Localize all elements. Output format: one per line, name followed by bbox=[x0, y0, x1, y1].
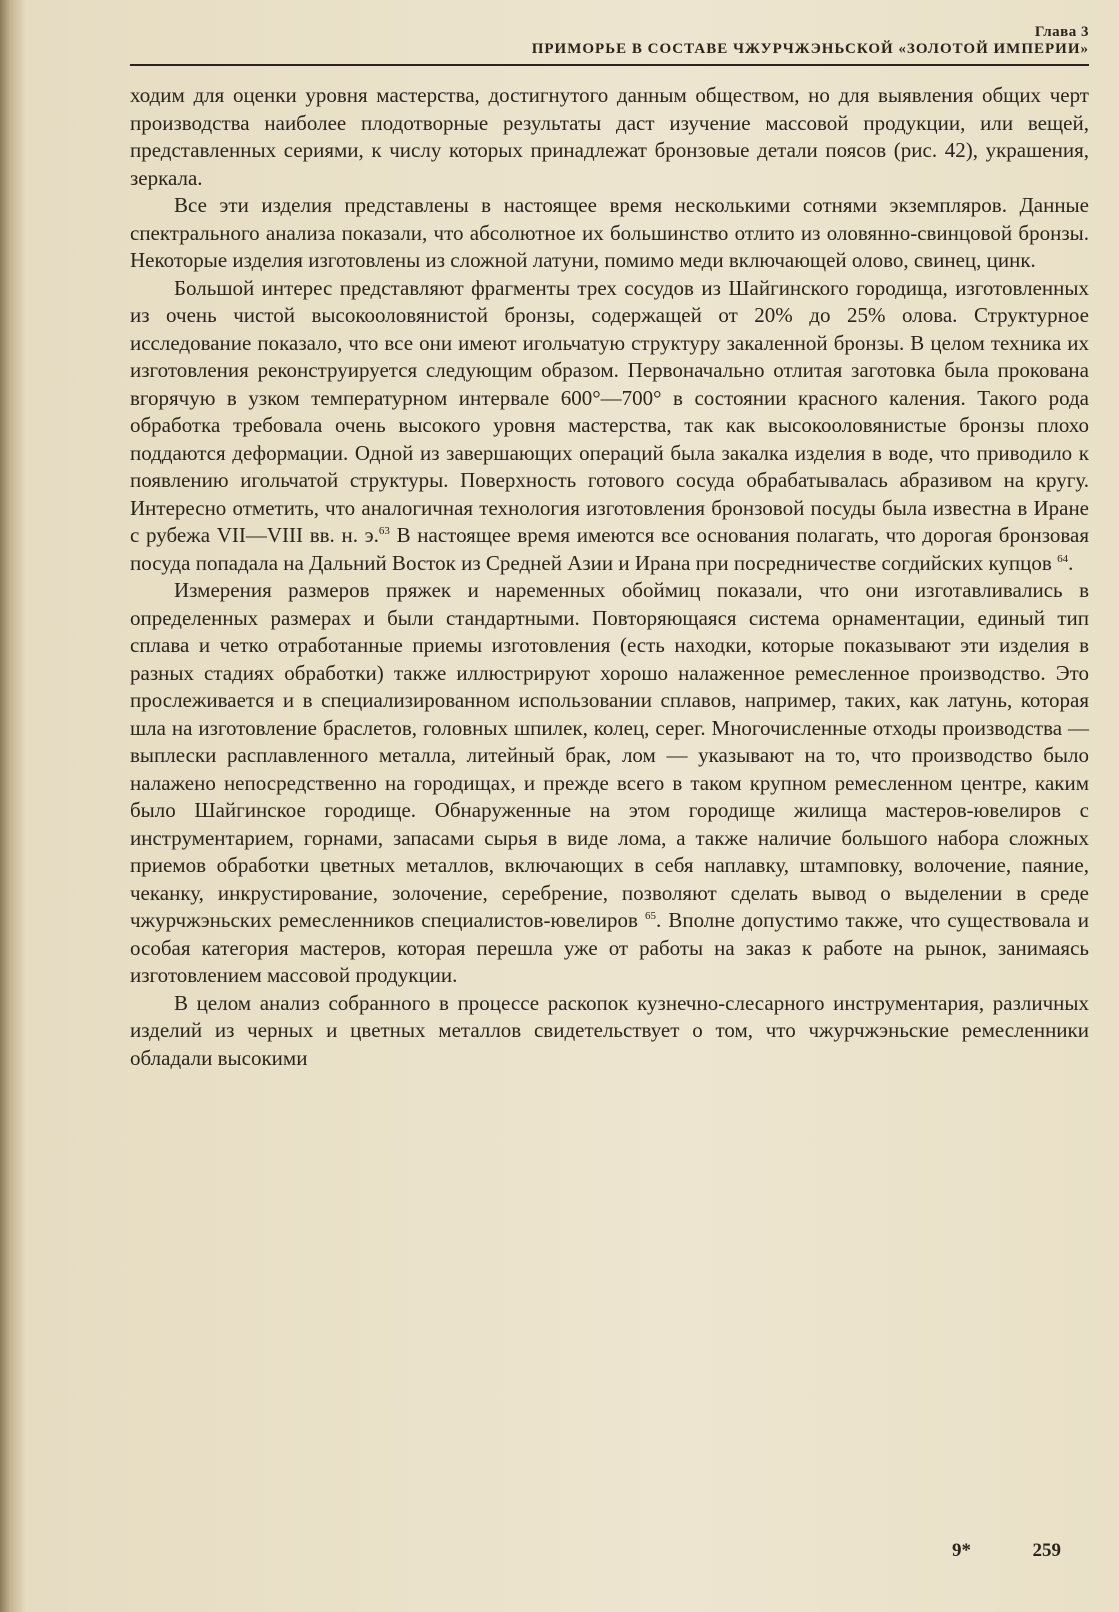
footnote-marker: 63 bbox=[378, 525, 390, 537]
paragraph bbox=[130, 577, 1089, 990]
running-title: ПРИМОРЬЕ В СОСТАВЕ ЧЖУРЧЖЭНЬСКОЙ «ЗОЛОТОЙ ИМПЕРИИ» bbox=[531, 41, 1089, 57]
paragraph-text: Измерения размеров пряжек и наременных обоймиц показали, что они изготавливались в определенных размерах и были стандартными. Повторяющаяся система орнаментации, единый тип сплава и четко отработанные приемы изготовления (есть находки, которые показывают эти изделия в разных стадиях обработки) также иллюстрируют хорошо налаженное ремесленное производство. Это прослеживается и в специализированном использовании сплавов, например, таких, как латунь, которая шла на изготовление браслетов, головных шпилек, колец, серег. Многочисленные отходы производства — выплески расплавленного металла, литейный брак, лом — указывают на то, что производство было налажено непосредственно на городищах, и прежде всего в таком крупном ремесленном центре, каким было Шайгинское городище. Обнаруженные на этом городище жилища мастеров-ювелиров с инструментарием, горнами, запасами сырья в виде лома, а также наличие большого набора сложных приемов обработки цветных металлов, включающих в себя наплавку, штамповку, волочение, паяние, чеканку, инкрустирование, золочение, серебрение, позволяют сделать вывод о выделении в среде чжурчжэньских ремесленников специалистов-ювелиров bbox=[130, 578, 1089, 932]
paragraph: Все эти изделия представлены в настоящее время несколькими сотнями экземпляров. Данные спектрального анализа показали, что абсолютное их большинство отлито из оловянно-свинцовой бронзы. Некоторые изделия изготовлены из сложной латуни, помимо меди включающей олово, свинец, цинк. bbox=[130, 193, 1089, 272]
page-number: 259 bbox=[1032, 1540, 1061, 1561]
paragraph-continuation: ходим для оценки уровня мастерства, достигнутого данным обществом, но для выявления общих черт производства наиболее плодотворные результаты даст изучение массовой продукции, или вещей, представленных сериями, к числу которых принадлежат бронзовые детали поясов (рис. 42), украшения, зеркала. bbox=[130, 83, 1089, 190]
body-text bbox=[130, 82, 1089, 1072]
page-header bbox=[130, 24, 1089, 66]
paragraph-text: . Вполне допустимо также, что существовала и особая категория мастеров, которая перешла уже от работы на заказ к работе на рынок, занимаясь изготовлением массовой продукции. bbox=[130, 908, 1089, 987]
printer-signature: 9* bbox=[952, 1540, 971, 1561]
paragraph-text: В настоящее время имеются все основания полагать, что дорогая бронзовая посуда попадала на Дальний Восток из Средней Азии и Ирана при посредничестве согдийских купцов bbox=[130, 523, 1089, 575]
paragraph-text: Большой интерес представляют фрагменты трех сосудов из Шайгинского городища, изготовленных из очень чистой высокооловянистой бронзы, содержащей от 20% до 25% олова. Структурное исследование показало, что все они имеют игольчатую структуру закаленной бронзы. В целом техника их изготовления реконструируется следующим образом. Первоначально отлитая заготовка была прокована вгорячую в узком температурном интервале 600°—700° в состоянии красного каления. Такого рода обработка требовала очень высокого уровня мастерства, так как высокооловянистые бронзы плохо поддаются деформации. Одной из завершающих операций была закалка изделия в воде, что приводило к появлению игольчатой структуры. Поверхность готового сосуда обрабатывалась абразивом на кругу. Интересно отметить, что аналогичная технология изготовления бронзовой посуды была известна в Иране с рубежа VII—VIII вв. н. э. bbox=[130, 275, 1089, 547]
footnote-marker: 64 bbox=[1057, 552, 1069, 565]
paragraph-text: . bbox=[1068, 550, 1074, 575]
chapter-label: Глава 3 bbox=[1034, 24, 1089, 40]
paragraph bbox=[130, 275, 1089, 578]
paragraph: В целом анализ собранного в процессе раскопок кузнечно-слесарного инструментария, различных изделий из черных и цветных металлов свидетельствует о том, что чжурчжэньские ремесленники обладали высокими bbox=[130, 990, 1089, 1070]
footnote-marker: 65 bbox=[644, 910, 656, 922]
